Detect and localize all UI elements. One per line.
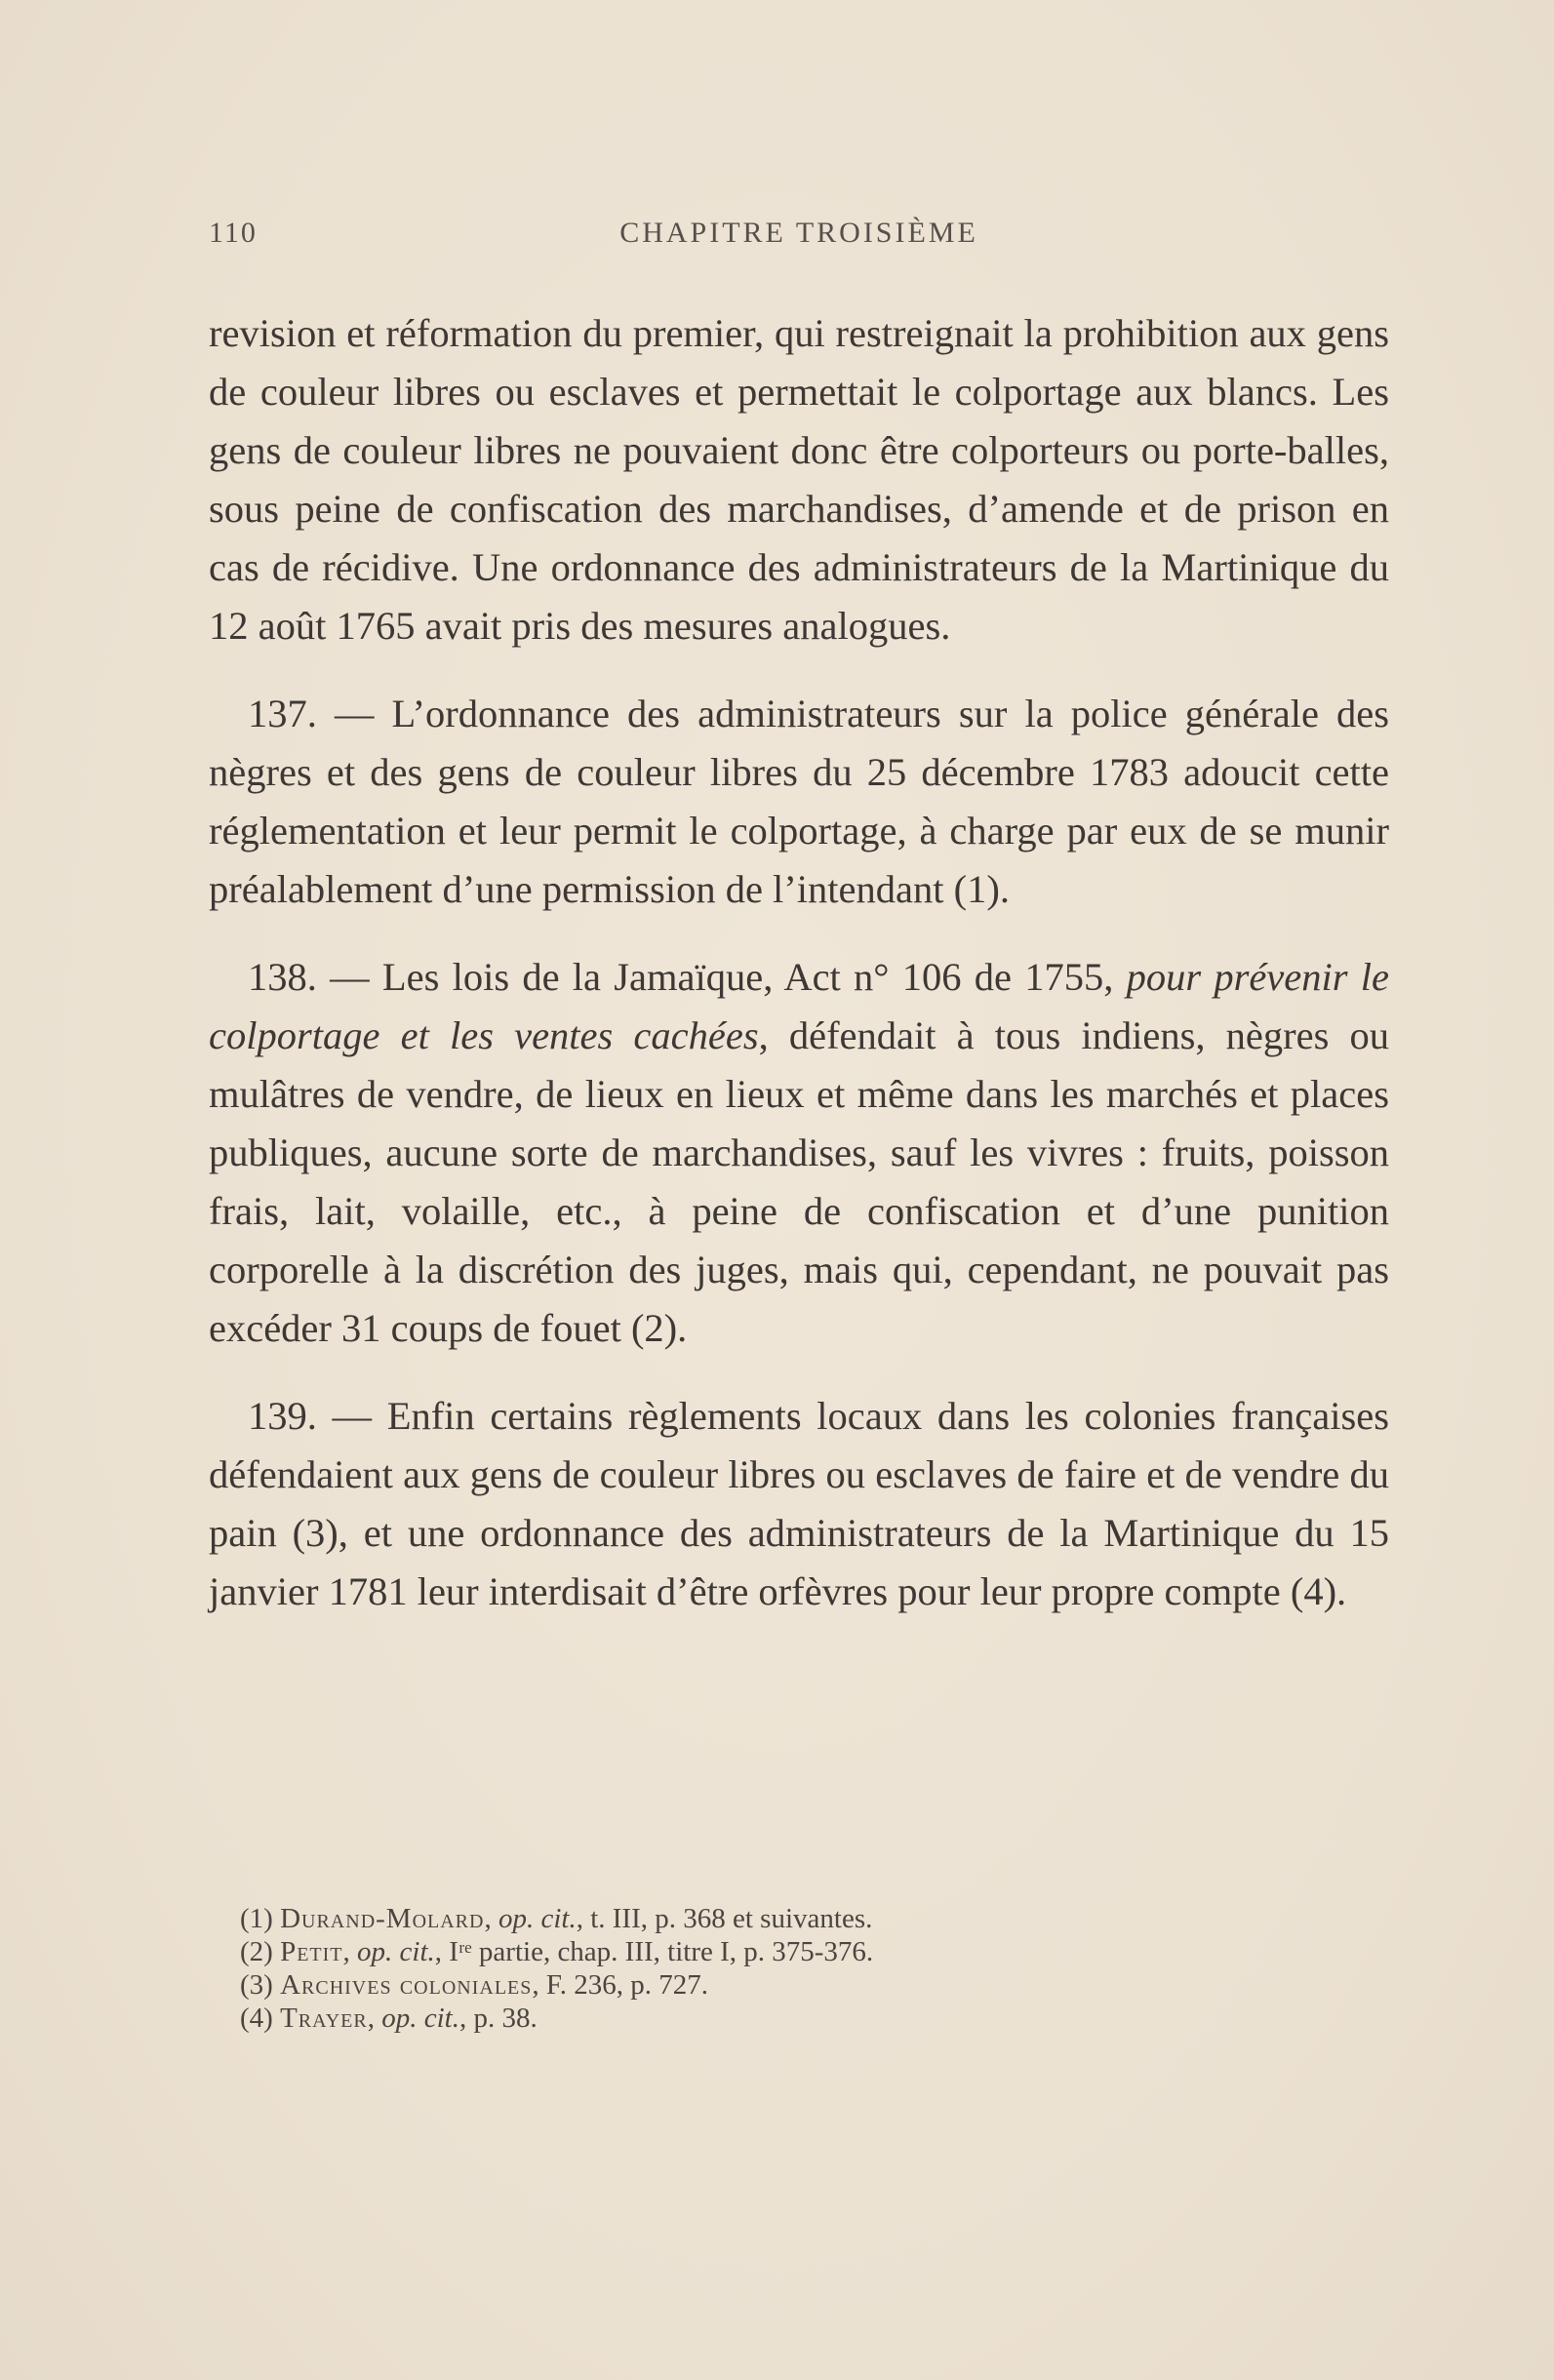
footnote-reference: , t. III, p. 368 et suivantes.	[576, 1903, 873, 1934]
paragraph-139: 139. — Enfin certains règlements locaux dans les colonies françaises défendaient aux gens de couleur libres ou esclaves de faire et de vendre du pain (3), et une ordonnance des administrateurs de la Martinique du 15 janvier 1781 leur interdisait d’être orfèvres pour leur propre compte (4).	[209, 1394, 1389, 1613]
footnote-author: Trayer	[280, 2003, 368, 2034]
footnote-reference: , Iʳᵉ partie, chap. III, titre I, p. 375-376.	[434, 1936, 874, 1967]
footnote-separator: ,	[342, 1936, 358, 1967]
footnote-4	[240, 2002, 1215, 2035]
footnote-marker: (3)	[240, 1969, 273, 2001]
footnote-citation: op. cit.	[357, 1936, 435, 1967]
footnote-marker: (2)	[240, 1936, 273, 1967]
paragraph-138	[209, 948, 1389, 1358]
paragraph-138-rest: , défendait à tous indiens, nègres ou mulâtres de vendre, de lieux en lieux et même dans les marchés et places publiques, aucune sorte de marchandises, sauf les vivres : fruits, poisson frais, lait, volaille, etc., à peine de confiscation et d’une punition corporelle à la discrétion des juges, mais qui, cependant, ne pouvait pas excéder 31 coups de fouet (2).	[209, 1013, 1389, 1350]
footnote-citation: op. cit.	[381, 2003, 459, 2034]
footnote-3	[240, 1968, 1215, 2002]
chapter-title: CHAPITRE TROISIÈME	[619, 217, 978, 249]
footnote-separator: ,	[367, 2003, 382, 2034]
paragraph-137: 137. — L’ordonnance des administrateurs sur la police générale des nègres et des gens de couleur libres du 25 décembre 1783 adoucit cette réglementation et leur permit le colportage, à charge par eux de se munir préalablement d’une permission de l’intendant (1).	[209, 692, 1389, 911]
footnote-1	[240, 1902, 1215, 1935]
footnote-reference: , p. 38.	[459, 2003, 538, 2034]
paragraph-138-act-title: pour prévenir le colportage et les ventes cachées	[209, 955, 1389, 1057]
footnotes	[240, 1902, 1215, 2035]
paragraph-138-lead: 138. — Les lois de la Jamaïque, Act n° 106 de 1755,	[248, 955, 1127, 999]
footnote-marker: (4)	[240, 2003, 273, 2034]
footnote-author: Archives coloniales	[280, 1969, 533, 2001]
running-head	[209, 217, 1389, 256]
footnote-author: Durand-Molard	[280, 1903, 485, 1934]
footnote-separator: ,	[532, 1969, 546, 2001]
page-number: 110	[209, 217, 258, 249]
footnote-citation: op. cit.	[498, 1903, 577, 1934]
footnote-author: Petit	[280, 1936, 343, 1967]
footnote-reference: F. 236, p. 727.	[545, 1969, 708, 2001]
paragraph-continuation: revision et réformation du premier, qui restreignait la prohibition aux gens de couleur libres ou esclaves et permettait le colportage aux blancs. Les gens de couleur libres ne pouvaient donc être colporteurs ou porte-balles, sous peine de confiscation des marchandises, d’amende et de prison en cas de récidive. Une ordonnance des administrateurs de la Martinique du 12 août 1765 avait pris des mesures analogues.	[209, 311, 1389, 648]
footnote-separator: ,	[484, 1903, 498, 1934]
footnote-2	[240, 1935, 1215, 1968]
body-text	[209, 304, 1389, 1650]
footnote-marker: (1)	[240, 1903, 273, 1934]
